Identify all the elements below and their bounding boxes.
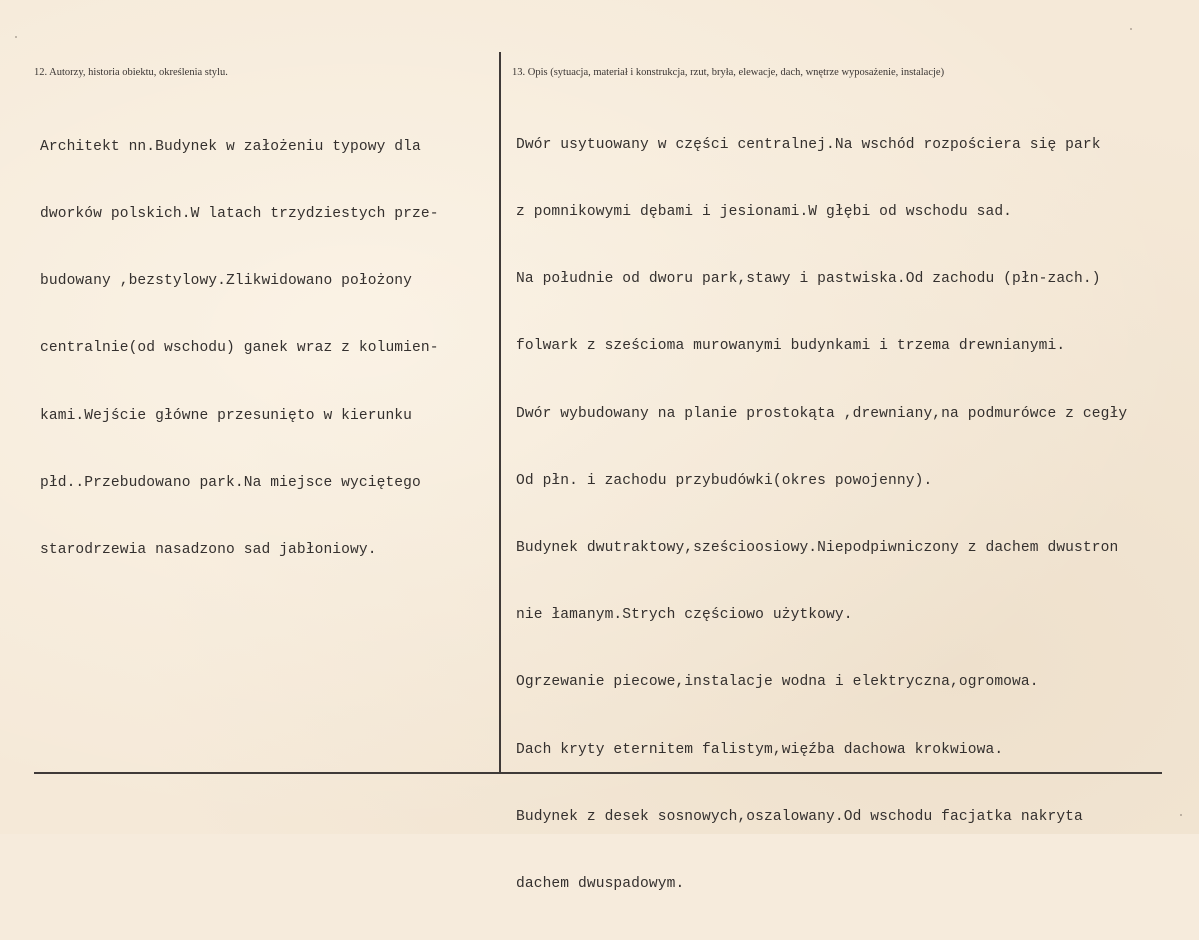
- text-line: starodrzewia nasadzono sad jabłoniowy.: [40, 542, 377, 559]
- text-line: folwark z sześcioma murowanymi budynkami i trzema drewnianymi.: [516, 338, 1066, 355]
- text-line: Dwór wybudowany na planie prostokąta ,drewniany,na podmurówce z cegły: [516, 405, 1128, 422]
- text-line: Budynek dwutraktowy,sześcioosiowy.Niepodpiwniczony z dachem dwustron: [516, 540, 1119, 557]
- right-section-heading: 13. Opis (sytuacja, materiał i konstrukcja, rzut, bryła, elewacje, dach, wnętrze wyposażenie, instalacje): [512, 67, 945, 78]
- right-section-text: [516, 89, 1199, 940]
- paper-speck: [1130, 28, 1132, 30]
- text-line: Dach kryty eternitem falistym,więźba dachowa krokwiowa.: [516, 741, 1004, 758]
- text-line: Budynek z desek sosnowych,oszalowany.Od wschodu facjatka nakryta: [516, 808, 1083, 825]
- text-line: Od płn. i zachodu przybudówki(okres powojenny).: [516, 472, 933, 489]
- text-line: centralnie(od wschodu) ganek wraz z kolumien-: [40, 340, 439, 357]
- text-line: dachem dwuspadowym.: [516, 876, 685, 893]
- text-line: z pomnikowymi dębami i jesionami.W głębi od wschodu sad.: [516, 204, 1013, 221]
- text-line: dworków polskich.W latach trzydziestych prze-: [40, 206, 439, 223]
- bottom-rule: [34, 772, 1162, 774]
- text-line: Dwór usytuowany w części centralnej.Na wschód rozpościera się park: [516, 136, 1101, 153]
- paper-speck: [1180, 814, 1182, 816]
- column-divider: [499, 52, 501, 774]
- text-line: Architekt nn.Budynek w założeniu typowy dla: [40, 138, 421, 155]
- paper-speck: [15, 36, 17, 38]
- left-section-text: [40, 91, 439, 606]
- text-line: budowany ,bezstylowy.Zlikwidowano położony: [40, 273, 413, 290]
- text-line: Ogrzewanie piecowe,instalacje wodna i elektryczna,ogromowa.: [516, 674, 1039, 691]
- left-section-heading: 12. Autorzy, historia obiektu, określenia stylu.: [34, 67, 228, 78]
- text-line: kami.Wejście główne przesunięto w kierunku: [40, 407, 413, 424]
- text-line: Na południe od dworu park,stawy i pastwiska.Od zachodu (płn-zach.): [516, 271, 1101, 288]
- text-line: nie łamanym.Strych częściowo użytkowy.: [516, 607, 853, 624]
- text-line: płd..Przebudowano park.Na miejsce wyciętego: [40, 474, 421, 491]
